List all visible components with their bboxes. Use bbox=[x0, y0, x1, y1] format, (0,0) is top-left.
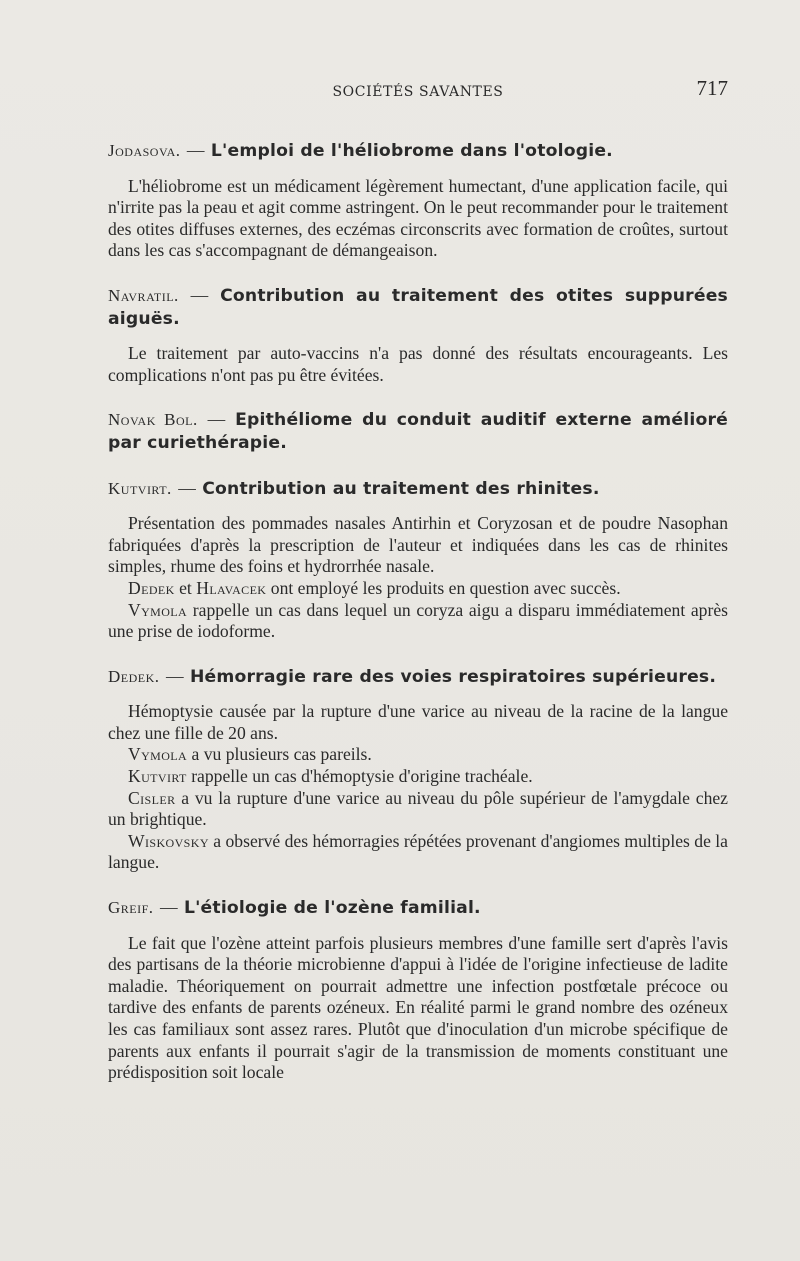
abstract-entry-dedek bbox=[108, 666, 728, 874]
entry-heading bbox=[108, 409, 728, 454]
entry-paragraph: Présentation des pommades nasales Antirhin et Coryzosan et de poudre Nasophan fabriquées d'après la prescription de l'auteur et indiquées dans les cas de rhinites simples, rhume des foins et hydrorrhée nasale. bbox=[108, 513, 728, 577]
paragraph-text: a vu la rupture d'une varice au niveau du pôle supérieur de l'amygdale chez un brightique. bbox=[108, 787, 728, 830]
abstract-entry-navratil bbox=[108, 285, 728, 386]
paragraph-text: rappelle un cas dans lequel un coryza aigu a disparu immédiatement après une prise de iodoforme. bbox=[108, 599, 728, 642]
article-body bbox=[108, 140, 728, 1084]
entry-author: Novak Bol. bbox=[108, 410, 198, 430]
entry-paragraph bbox=[108, 831, 728, 874]
conjunction: et bbox=[179, 577, 192, 598]
entry-author: Greif. bbox=[108, 898, 154, 918]
entry-title: Hémorragie rare des voies respiratoires supérieures. bbox=[189, 666, 717, 687]
entry-paragraph bbox=[108, 578, 728, 600]
entry-paragraph: Le traitement par auto-vaccins n'a pas donné des résultats encourageants. Les complications n'ont pas pu être évitées. bbox=[108, 343, 728, 385]
entry-title: Contribution au traitement des rhinites. bbox=[202, 478, 600, 499]
entry-heading bbox=[108, 140, 728, 163]
abstract-entry-jodasova bbox=[108, 140, 728, 262]
entry-paragraph bbox=[108, 744, 728, 766]
page-number: 717 bbox=[696, 76, 728, 100]
abstract-entry-kutvirt bbox=[108, 478, 728, 643]
cited-author: Vymola bbox=[128, 744, 188, 765]
cited-author: Cisler bbox=[128, 787, 176, 808]
entry-author: Kutvirt. bbox=[108, 478, 172, 498]
paragraph-text: rappelle un cas d'hémoptysie d'origine trachéale. bbox=[191, 766, 533, 787]
entry-heading bbox=[108, 285, 728, 330]
entry-heading bbox=[108, 666, 728, 689]
entry-author: Dedek. bbox=[108, 666, 160, 686]
entry-author: Jodasova. bbox=[108, 141, 181, 160]
entry-heading bbox=[108, 897, 728, 920]
cited-author: Wiskovsky bbox=[128, 830, 209, 851]
entry-paragraph: L'héliobrome est un médicament légèrement humectant, d'une application facile, qui n'irrite pas la peau et agit comme astringent. On le peut recommander pour le traitement des otites diffuses externes, des eczémas circonscrits avec formation de croûtes, surtout dans les cas s'accompagnant de démangeaison. bbox=[108, 175, 728, 261]
entry-paragraph bbox=[108, 766, 728, 788]
entry-paragraph bbox=[108, 600, 728, 643]
paragraph-text: a vu plusieurs cas pareils. bbox=[191, 744, 372, 765]
entry-paragraph: Le fait que l'ozène atteint parfois plusieurs membres d'une famille sert d'après l'avis des partisans de la théorie microbienne d'appui à l'idée de l'origine infectieuse de ladite maladie. Théoriquement on pourrait admettre une infection postfœtale précoce ou tardive des enfants de parents ozéneux. En réalité parmi le grand nombre des ozéneux les cas familiaux sont assez rares. Plutôt que d'inoculation d'un microbe spécifique de parents aux enfants il pourrait s'agir de la transmission de moments constituant une prédisposition soit locale bbox=[108, 932, 728, 1083]
entry-dash: — bbox=[178, 477, 196, 498]
cited-author: Vymola bbox=[128, 599, 188, 620]
cited-author: Hlavacek bbox=[196, 577, 267, 598]
entry-title: L'emploi de l'héliobrome dans l'otologie. bbox=[210, 141, 613, 161]
entry-title: Contribution au traitement des otites suppurées aiguës. bbox=[108, 285, 728, 329]
entry-title: L'étiologie de l'ozène familial. bbox=[183, 898, 481, 919]
entry-dash: — bbox=[207, 409, 226, 430]
entry-paragraph bbox=[108, 788, 728, 831]
cited-author: Dedek bbox=[128, 577, 175, 598]
entry-title: Epithéliome du conduit auditif externe amélioré par curiethérapie. bbox=[108, 410, 728, 453]
abstract-entry-greif bbox=[108, 897, 728, 1084]
entry-dash: — bbox=[159, 897, 178, 918]
paragraph-text: a observé des hémorragies répétées provenant d'angiomes multiples de la langue. bbox=[108, 830, 728, 873]
paragraph-text: ont employé les produits en question avec succès. bbox=[270, 577, 621, 598]
entry-dash: — bbox=[165, 665, 184, 686]
abstract-entry-novak-bol bbox=[108, 409, 728, 454]
entry-paragraph: Hémoptysie causée par la rupture d'une varice au niveau de la racine de la langue chez une fille de 20 ans. bbox=[108, 701, 728, 743]
entry-dash: — bbox=[186, 140, 205, 160]
running-header bbox=[108, 76, 728, 106]
entry-dash: — bbox=[190, 284, 209, 305]
running-title: SOCIÉTÉS SAVANTES bbox=[332, 84, 504, 100]
entry-author: Navratil. bbox=[108, 285, 179, 305]
entry-heading bbox=[108, 478, 728, 501]
cited-author: Kutvirt bbox=[128, 766, 187, 787]
